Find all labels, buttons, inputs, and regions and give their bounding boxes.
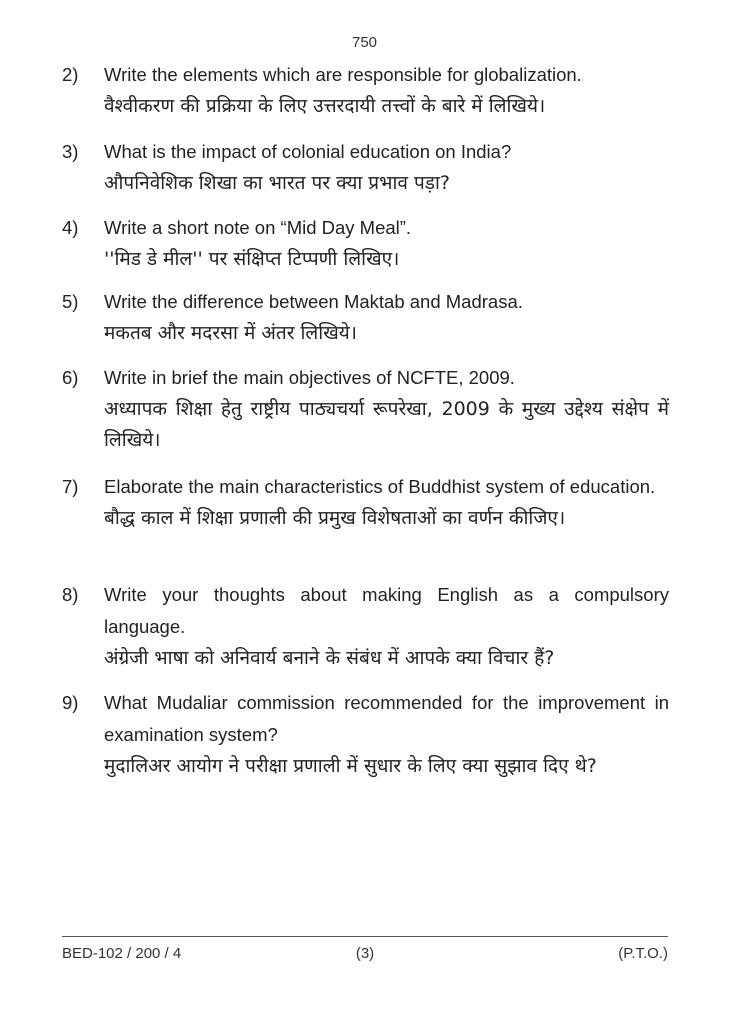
question-text-english: Write your thoughts about making English as a compulsory language. bbox=[104, 584, 669, 637]
question-text-hindi: अध्यापक शिक्षा हेतु राष्ट्रीय पाठ्यचर्या रूपरेखा, 2009 के मुख्य उद्देश्य संक्षेप में लिखिये। bbox=[104, 398, 669, 451]
page-label: (3) bbox=[355, 945, 375, 962]
question-text-hindi: वैश्वीकरण की प्रक्रिया के लिए उत्तरदायी तत्त्वों के बारे में लिखिये। bbox=[104, 95, 546, 117]
question-number: 4) bbox=[62, 217, 79, 238]
question-9 bbox=[62, 687, 672, 782]
question-text-hindi: मुदालिअर आयोग ने परीक्षा प्रणाली में सुधार के लिए क्या सुझाव दिए थे? bbox=[104, 755, 597, 777]
question-text-hindi: अंग्रेजी भाषा को अनिवार्य बनाने के संबंध में आपके क्या विचार हैं? bbox=[104, 647, 555, 669]
question-text-english: What is the impact of colonial education on India? bbox=[104, 141, 512, 162]
question-text-english: Write the elements which are responsible for globalization. bbox=[104, 64, 582, 85]
paper-code: BED-102 / 200 / 4 bbox=[62, 945, 182, 962]
question-text-english: Elaborate the main characteristics of Buddhist system of education. bbox=[104, 476, 656, 497]
question-text-hindi: बौद्ध काल में शिक्षा प्रणाली की प्रमुख विशेषताओं का वर्णन कीजिए। bbox=[104, 507, 566, 529]
page-number-top: 750 bbox=[351, 34, 378, 51]
question-5 bbox=[62, 286, 672, 349]
question-text-english: What Mudaliar commission recommended for the improvement in examination system? bbox=[104, 692, 669, 745]
question-7 bbox=[62, 471, 672, 534]
question-2 bbox=[62, 59, 672, 122]
question-4 bbox=[62, 212, 672, 275]
question-number: 2) bbox=[62, 64, 79, 85]
question-3 bbox=[62, 136, 672, 199]
footer-divider bbox=[62, 936, 668, 937]
question-text-english: Write in brief the main objectives of NCFTE, 2009. bbox=[104, 367, 515, 388]
question-number: 7) bbox=[62, 476, 79, 497]
question-number: 3) bbox=[62, 141, 79, 162]
question-number: 5) bbox=[62, 291, 79, 312]
question-6 bbox=[62, 362, 672, 456]
question-text-english: Write a short note on “Mid Day Meal”. bbox=[104, 217, 412, 238]
question-text-hindi: मकतब और मदरसा में अंतर लिखिये। bbox=[104, 322, 357, 344]
question-text-hindi: औपनिवेशिक शिखा का भारत पर क्या प्रभाव पड़ा? bbox=[104, 172, 450, 194]
question-text-english: Write the difference between Maktab and Madrasa. bbox=[104, 291, 523, 312]
question-number: 6) bbox=[62, 367, 79, 388]
question-number: 9) bbox=[62, 692, 79, 713]
pto-label: (P.T.O.) bbox=[618, 945, 668, 962]
question-text-hindi: ''मिड डे मील'' पर संक्षिप्त टिप्पणी लिखिए। bbox=[104, 248, 400, 270]
question-number: 8) bbox=[62, 584, 79, 605]
question-8 bbox=[62, 579, 672, 674]
